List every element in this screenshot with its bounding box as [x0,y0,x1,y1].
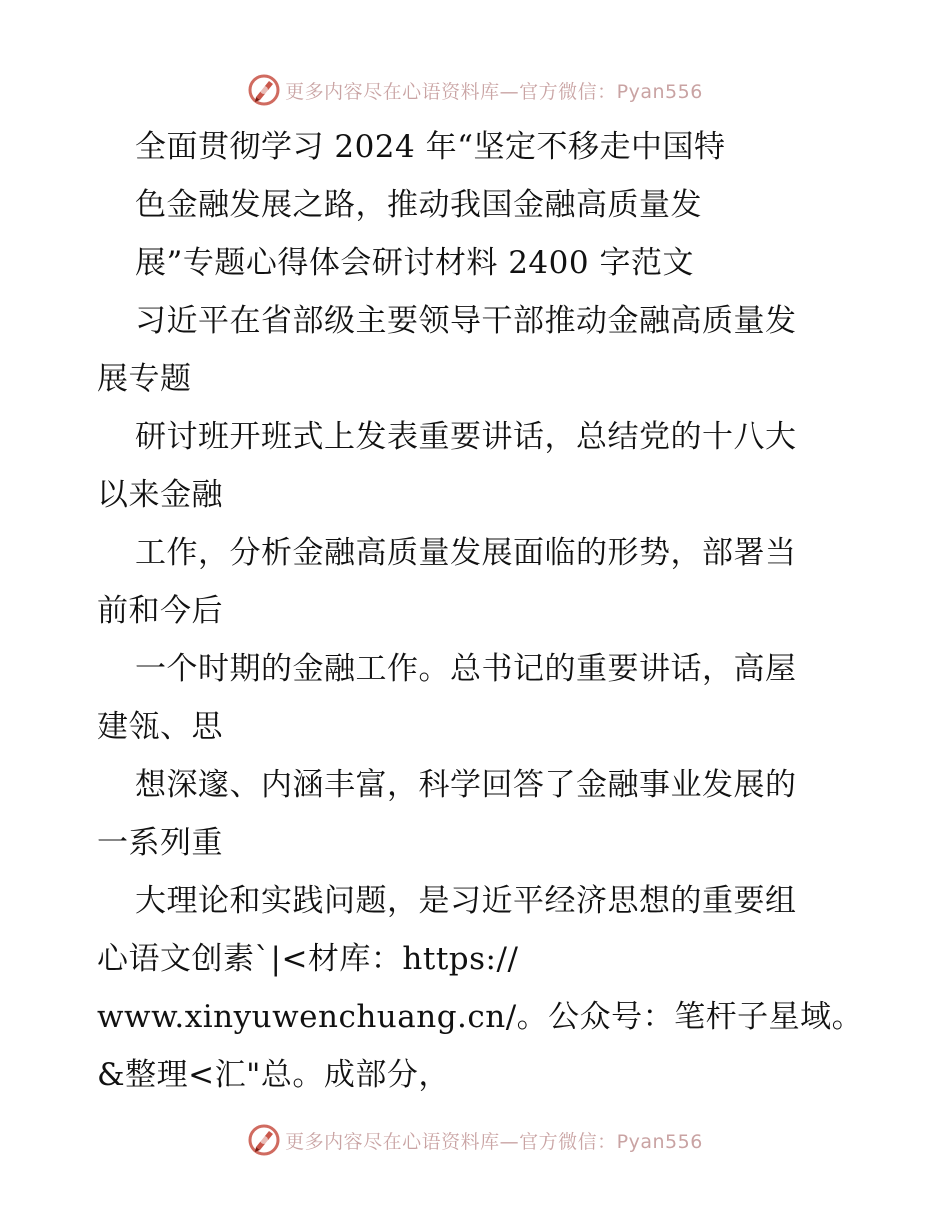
body-line: 建瓴、思 [97,709,223,745]
brand-logo-icon [247,73,281,107]
body-line: 工作，分析金融高质量发展面临的形势，部署当 [135,535,797,571]
document-paragraph [97,292,864,1104]
document-body [97,118,864,1104]
footer-watermark [0,1120,950,1160]
body-line: 大理论和实践问题，是习近平经济思想的重要组 [135,883,797,919]
body-line: 习近平在省部级主要领导干部推动金融高质量发 [135,303,797,339]
body-line: &整理<汇"总。成部分， [97,1057,450,1093]
body-line: 研讨班开班式上发表重要讲话，总结党的十八大 [135,419,797,455]
brand-logo-icon [247,1123,281,1157]
watermark-text: 更多内容尽在心语资料库—官方微信：Pyan556 [285,1130,703,1153]
body-line: 一系列重 [97,825,223,861]
title-line: 展”专题心得体会研讨材料 2400 字范文 [135,245,694,281]
title-line: 色金融发展之路，推动我国金融高质量发 [135,187,702,223]
body-line: 以来金融 [97,477,223,513]
body-line: 展专题 [97,361,192,397]
header-watermark [0,70,950,110]
body-line: 前和今后 [97,593,223,629]
title-line: 全面贯彻学习 2024 年“坚定不移走中国特 [135,129,726,165]
body-line: 心语文创素`|<材库：https:// [97,941,519,977]
body-line: 一个时期的金融工作。总书记的重要讲话，高屋 [135,651,797,687]
body-line: www.xinyuwenchuang.cn/。公众号：笔杆子星域。 [97,999,864,1035]
body-line: 想深邃、内涵丰富，科学回答了金融事业发展的 [135,767,797,803]
document-title [97,118,857,292]
watermark-text: 更多内容尽在心语资料库—官方微信：Pyan556 [285,80,703,103]
